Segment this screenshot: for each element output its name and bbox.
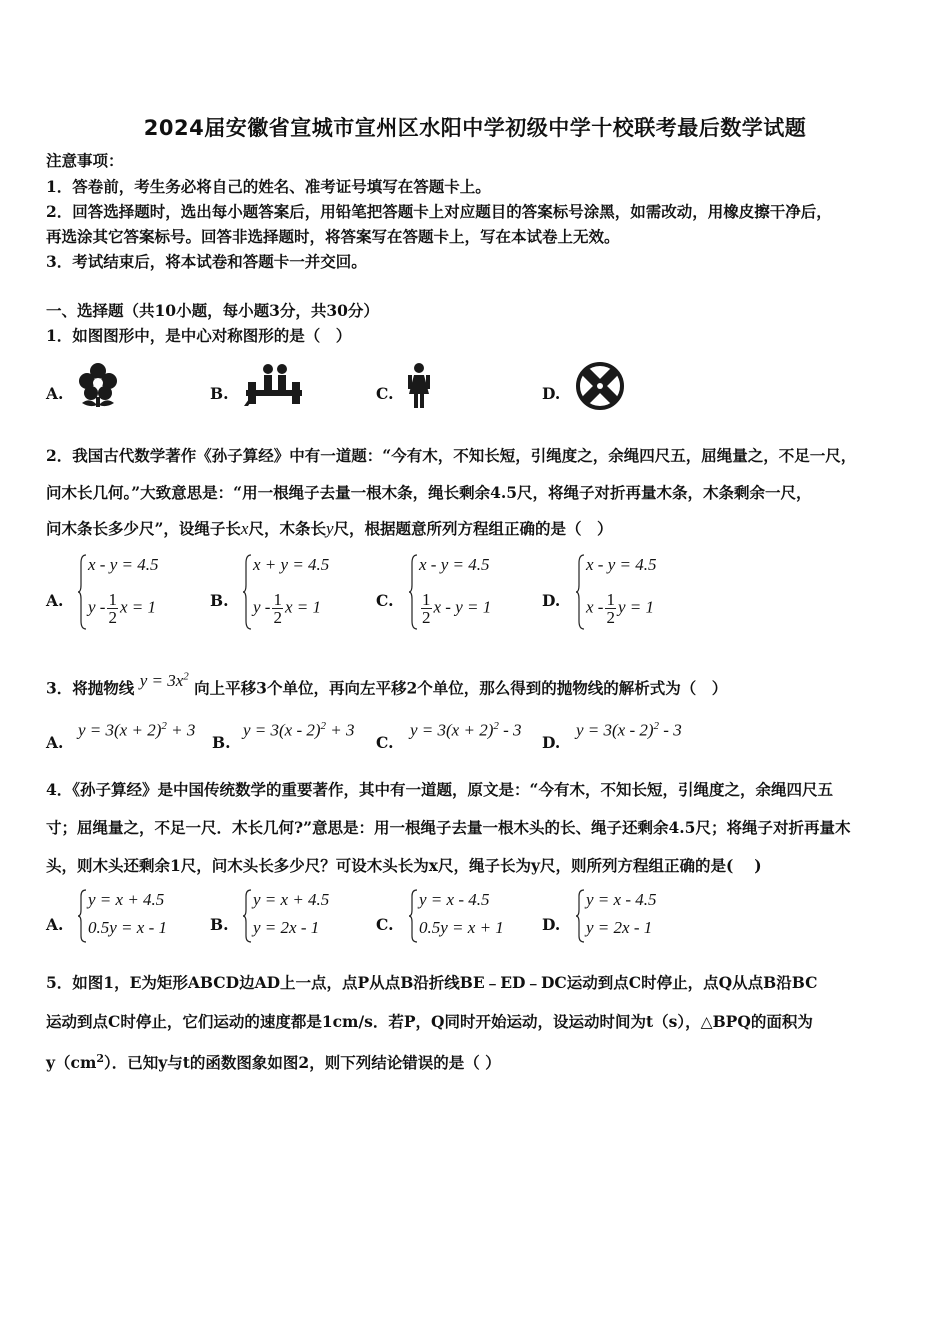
q2-d-row-2-a: x - bbox=[586, 597, 604, 617]
q4-option-d-system bbox=[576, 888, 696, 944]
q2-b-row-2 bbox=[253, 591, 321, 626]
q3-option-b-label: B. bbox=[212, 733, 231, 752]
q3-c-t: - 3 bbox=[498, 720, 522, 740]
circle-x-icon bbox=[575, 361, 625, 411]
q3-option-d-label: D. bbox=[542, 733, 561, 752]
q3-b-e: y = 3(x - 2) bbox=[243, 720, 321, 740]
q5-line-3 bbox=[46, 1048, 916, 1074]
q4-d-row-1: y = x - 4.5 bbox=[586, 890, 657, 909]
brace-icon bbox=[409, 553, 419, 631]
q1-option-b-label: B. bbox=[210, 384, 229, 403]
q2-option-b-system bbox=[243, 553, 353, 631]
q2-b-row-2-a: y - bbox=[253, 597, 271, 617]
q2-line-3-a: 问木条长多少尺”，设绳子长 bbox=[46, 519, 241, 538]
q3-option-c-expr bbox=[410, 720, 522, 741]
q2-c-row-2-b: x - y = 1 bbox=[433, 597, 492, 617]
q3-option-a-label: A. bbox=[46, 733, 64, 752]
people-sitting-icon bbox=[242, 362, 304, 408]
q1-option-d-label: D. bbox=[542, 384, 561, 403]
q3-d-e: y = 3(x - 2) bbox=[576, 720, 654, 740]
q5-line-3-a: y（cm bbox=[46, 1053, 97, 1073]
q2-d-den: 2 bbox=[606, 608, 615, 627]
q4-c-row-2: 0.5y = x + 1 bbox=[419, 918, 504, 937]
q2-b-fraction bbox=[272, 591, 283, 626]
q3-d-t: - 3 bbox=[659, 720, 682, 740]
brace-icon bbox=[78, 553, 88, 631]
q2-option-d-system bbox=[576, 553, 686, 631]
brace-icon bbox=[243, 553, 253, 631]
q2-line-2: 问木长几何。”大致意思是：“用一根绳子去量一根木条，绳长剩余4.5尺，将绳子对折再量木条，木条剩余一尺， bbox=[46, 483, 812, 502]
q2-d-fraction bbox=[605, 591, 616, 626]
q3-c-sup: 2 bbox=[493, 720, 499, 732]
q3-option-b-expr bbox=[243, 720, 355, 741]
q2-a-row-2-b: x = 1 bbox=[119, 597, 156, 617]
brace-icon bbox=[576, 553, 586, 631]
q4-b-row-2: y = 2x - 1 bbox=[253, 918, 320, 937]
q5-line-2: 运动到点C时停止，它们运动的速度都是1cm/s．若P，Q同时开始运动，设运动时间为t（s），△BPQ的面积为 bbox=[46, 1012, 813, 1031]
q5-line-3-sup: 2 bbox=[96, 1052, 105, 1065]
q2-d-num: 1 bbox=[606, 590, 615, 609]
q2-option-a-label: A. bbox=[46, 591, 64, 610]
notice-line-4: 3．考试结束后，将本试卷和答题卡一并交回。 bbox=[46, 252, 367, 271]
page-title: 2024届安徽省宣城市宣州区水阳中学初级中学十校联考最后数学试题 bbox=[143, 116, 807, 140]
q3-a-t: + 3 bbox=[166, 720, 196, 740]
q3-d-sup: 2 bbox=[653, 720, 660, 732]
woman-icon bbox=[406, 362, 432, 410]
q2-b-row-1: x + y = 4.5 bbox=[253, 555, 330, 574]
q2-option-a-system bbox=[78, 553, 188, 631]
q1-option-a-label: A. bbox=[46, 384, 64, 403]
q4-option-b-system bbox=[243, 888, 363, 944]
section-heading: 一、选择题（共10小题，每小题3分，共30分） bbox=[46, 301, 379, 320]
q3-a-e: y = 3(x + 2) bbox=[78, 720, 162, 740]
q4-a-row-2: 0.5y = x - 1 bbox=[88, 918, 167, 937]
q3-c-e: y = 3(x + 2) bbox=[410, 720, 494, 740]
q3-option-c-label: C. bbox=[376, 733, 394, 752]
q4-option-b-label: B. bbox=[210, 915, 229, 934]
q4-option-a-label: A. bbox=[46, 915, 64, 934]
notice-line-2: 2．回答选择题时，选出每小题答案后，用铅笔把答题卡上对应题目的答案标号涂黑，如需改动，用橡皮擦干净后， bbox=[46, 202, 832, 221]
q4-option-a-system bbox=[78, 888, 198, 944]
q1-option-c-label: C. bbox=[376, 384, 394, 403]
q4-line-3: 头，则木头还剩余1尺，问木头长多少尺？可设木头长为x尺，绳子长为y尺，则所列方程组正确的是( ) bbox=[46, 856, 762, 875]
q4-c-row-1: y = x - 4.5 bbox=[419, 890, 490, 909]
q4-option-c-system bbox=[409, 888, 529, 944]
q2-c-row-2 bbox=[419, 591, 491, 626]
q2-a-row-2-a: y - bbox=[88, 597, 106, 617]
q4-b-row-1: y = x + 4.5 bbox=[253, 890, 330, 909]
q3-stem bbox=[46, 670, 916, 700]
q2-b-row-2-b: x = 1 bbox=[284, 597, 321, 617]
brace-icon bbox=[78, 888, 88, 944]
q5-line-3-b: ）．已知y与t的函数图象如图2，则下列结论错误的是（ ） bbox=[104, 1053, 501, 1073]
q2-c-row-1: x - y = 4.5 bbox=[419, 555, 490, 574]
q2-a-den: 2 bbox=[108, 608, 117, 627]
notice-line-1: 1．答卷前，考生务必将自己的姓名、准考证号填写在答题卡上。 bbox=[46, 177, 491, 196]
q3-parabola bbox=[140, 671, 189, 690]
q2-a-row-1: x - y = 4.5 bbox=[88, 555, 159, 574]
q2-c-num: 1 bbox=[422, 590, 431, 609]
q2-d-row-2-b: y = 1 bbox=[617, 597, 654, 617]
q4-line-2: 寸；屈绳量之，不足一尺．木长几何?”意思是：用一根绳子去量一根木头的长、绳子还剩余4.5尺；将绳子对折再量木 bbox=[46, 818, 851, 837]
notice-heading: 注意事项： bbox=[46, 151, 124, 170]
q3-option-a-expr bbox=[78, 720, 195, 741]
q2-var-x: x bbox=[240, 519, 249, 538]
q3-b-sup: 2 bbox=[320, 720, 327, 732]
q2-line-1: 2．我国古代数学著作《孙子算经》中有一道题：“今有木，不知长短，引绳度之，余绳四尺五，屈绳量之，不足一尺， bbox=[46, 446, 857, 465]
brace-icon bbox=[576, 888, 586, 944]
q4-a-row-1: y = x + 4.5 bbox=[88, 890, 165, 909]
q3-b-t: + 3 bbox=[326, 720, 355, 740]
q1-stem: 1．如图图形中，是中心对称图形的是（ ） bbox=[46, 326, 352, 345]
q2-a-num: 1 bbox=[108, 590, 117, 609]
q2-var-y: y bbox=[325, 519, 334, 538]
q2-line-3 bbox=[46, 518, 916, 540]
q2-b-num: 1 bbox=[273, 590, 282, 609]
q4-line-1: 4．《孙子算经》是中国传统数学的重要著作，其中有一道题，原文是：“今有木，不知长短，引绳度之，余绳四尺五 bbox=[46, 780, 833, 799]
q2-c-den: 2 bbox=[422, 608, 431, 627]
q4-option-c-label: C. bbox=[376, 915, 394, 934]
q2-option-d-label: D. bbox=[542, 591, 561, 610]
q2-c-fraction bbox=[421, 591, 432, 626]
notice-line-3: 再选涂其它答案标号。回答非选择题时，将答案写在答题卡上，写在本试卷上无效。 bbox=[46, 227, 620, 246]
brace-icon bbox=[409, 888, 419, 944]
flower-icon bbox=[76, 361, 120, 409]
q3-parabola-expr: y = 3x bbox=[139, 670, 184, 690]
q3-a-sup: 2 bbox=[161, 720, 167, 732]
q5-line-1: 5．如图1，E为矩形ABCD边AD上一点，点P从点B沿折线BE﹣ED﹣DC运动到点C时停止，点Q从点B沿BC bbox=[46, 973, 818, 992]
q3-option-d-expr bbox=[576, 720, 682, 741]
brace-icon bbox=[243, 888, 253, 944]
q2-line-3-b: 尺，木条长 bbox=[248, 519, 326, 538]
q2-line-3-c: 尺，根据题意所列方程组正确的是（ ） bbox=[333, 519, 613, 538]
q2-d-row-2 bbox=[586, 591, 654, 626]
q2-a-row-2 bbox=[88, 591, 156, 626]
q3-stem-b: 向上平移3个单位，再向左平移2个单位，那么得到的抛物线的解析式为（ ） bbox=[194, 678, 728, 698]
q4-option-d-label: D. bbox=[542, 915, 561, 934]
q3-stem-a: 3．将抛物线 bbox=[46, 678, 135, 698]
q2-option-c-system bbox=[409, 553, 519, 631]
q3-parabola-sup: 2 bbox=[183, 670, 189, 682]
q2-d-row-1: x - y = 4.5 bbox=[586, 555, 657, 574]
q2-option-b-label: B. bbox=[210, 591, 229, 610]
q2-option-c-label: C. bbox=[376, 591, 394, 610]
q2-a-fraction bbox=[107, 591, 118, 626]
q4-d-row-2: y = 2x - 1 bbox=[586, 918, 653, 937]
q2-b-den: 2 bbox=[273, 608, 282, 627]
